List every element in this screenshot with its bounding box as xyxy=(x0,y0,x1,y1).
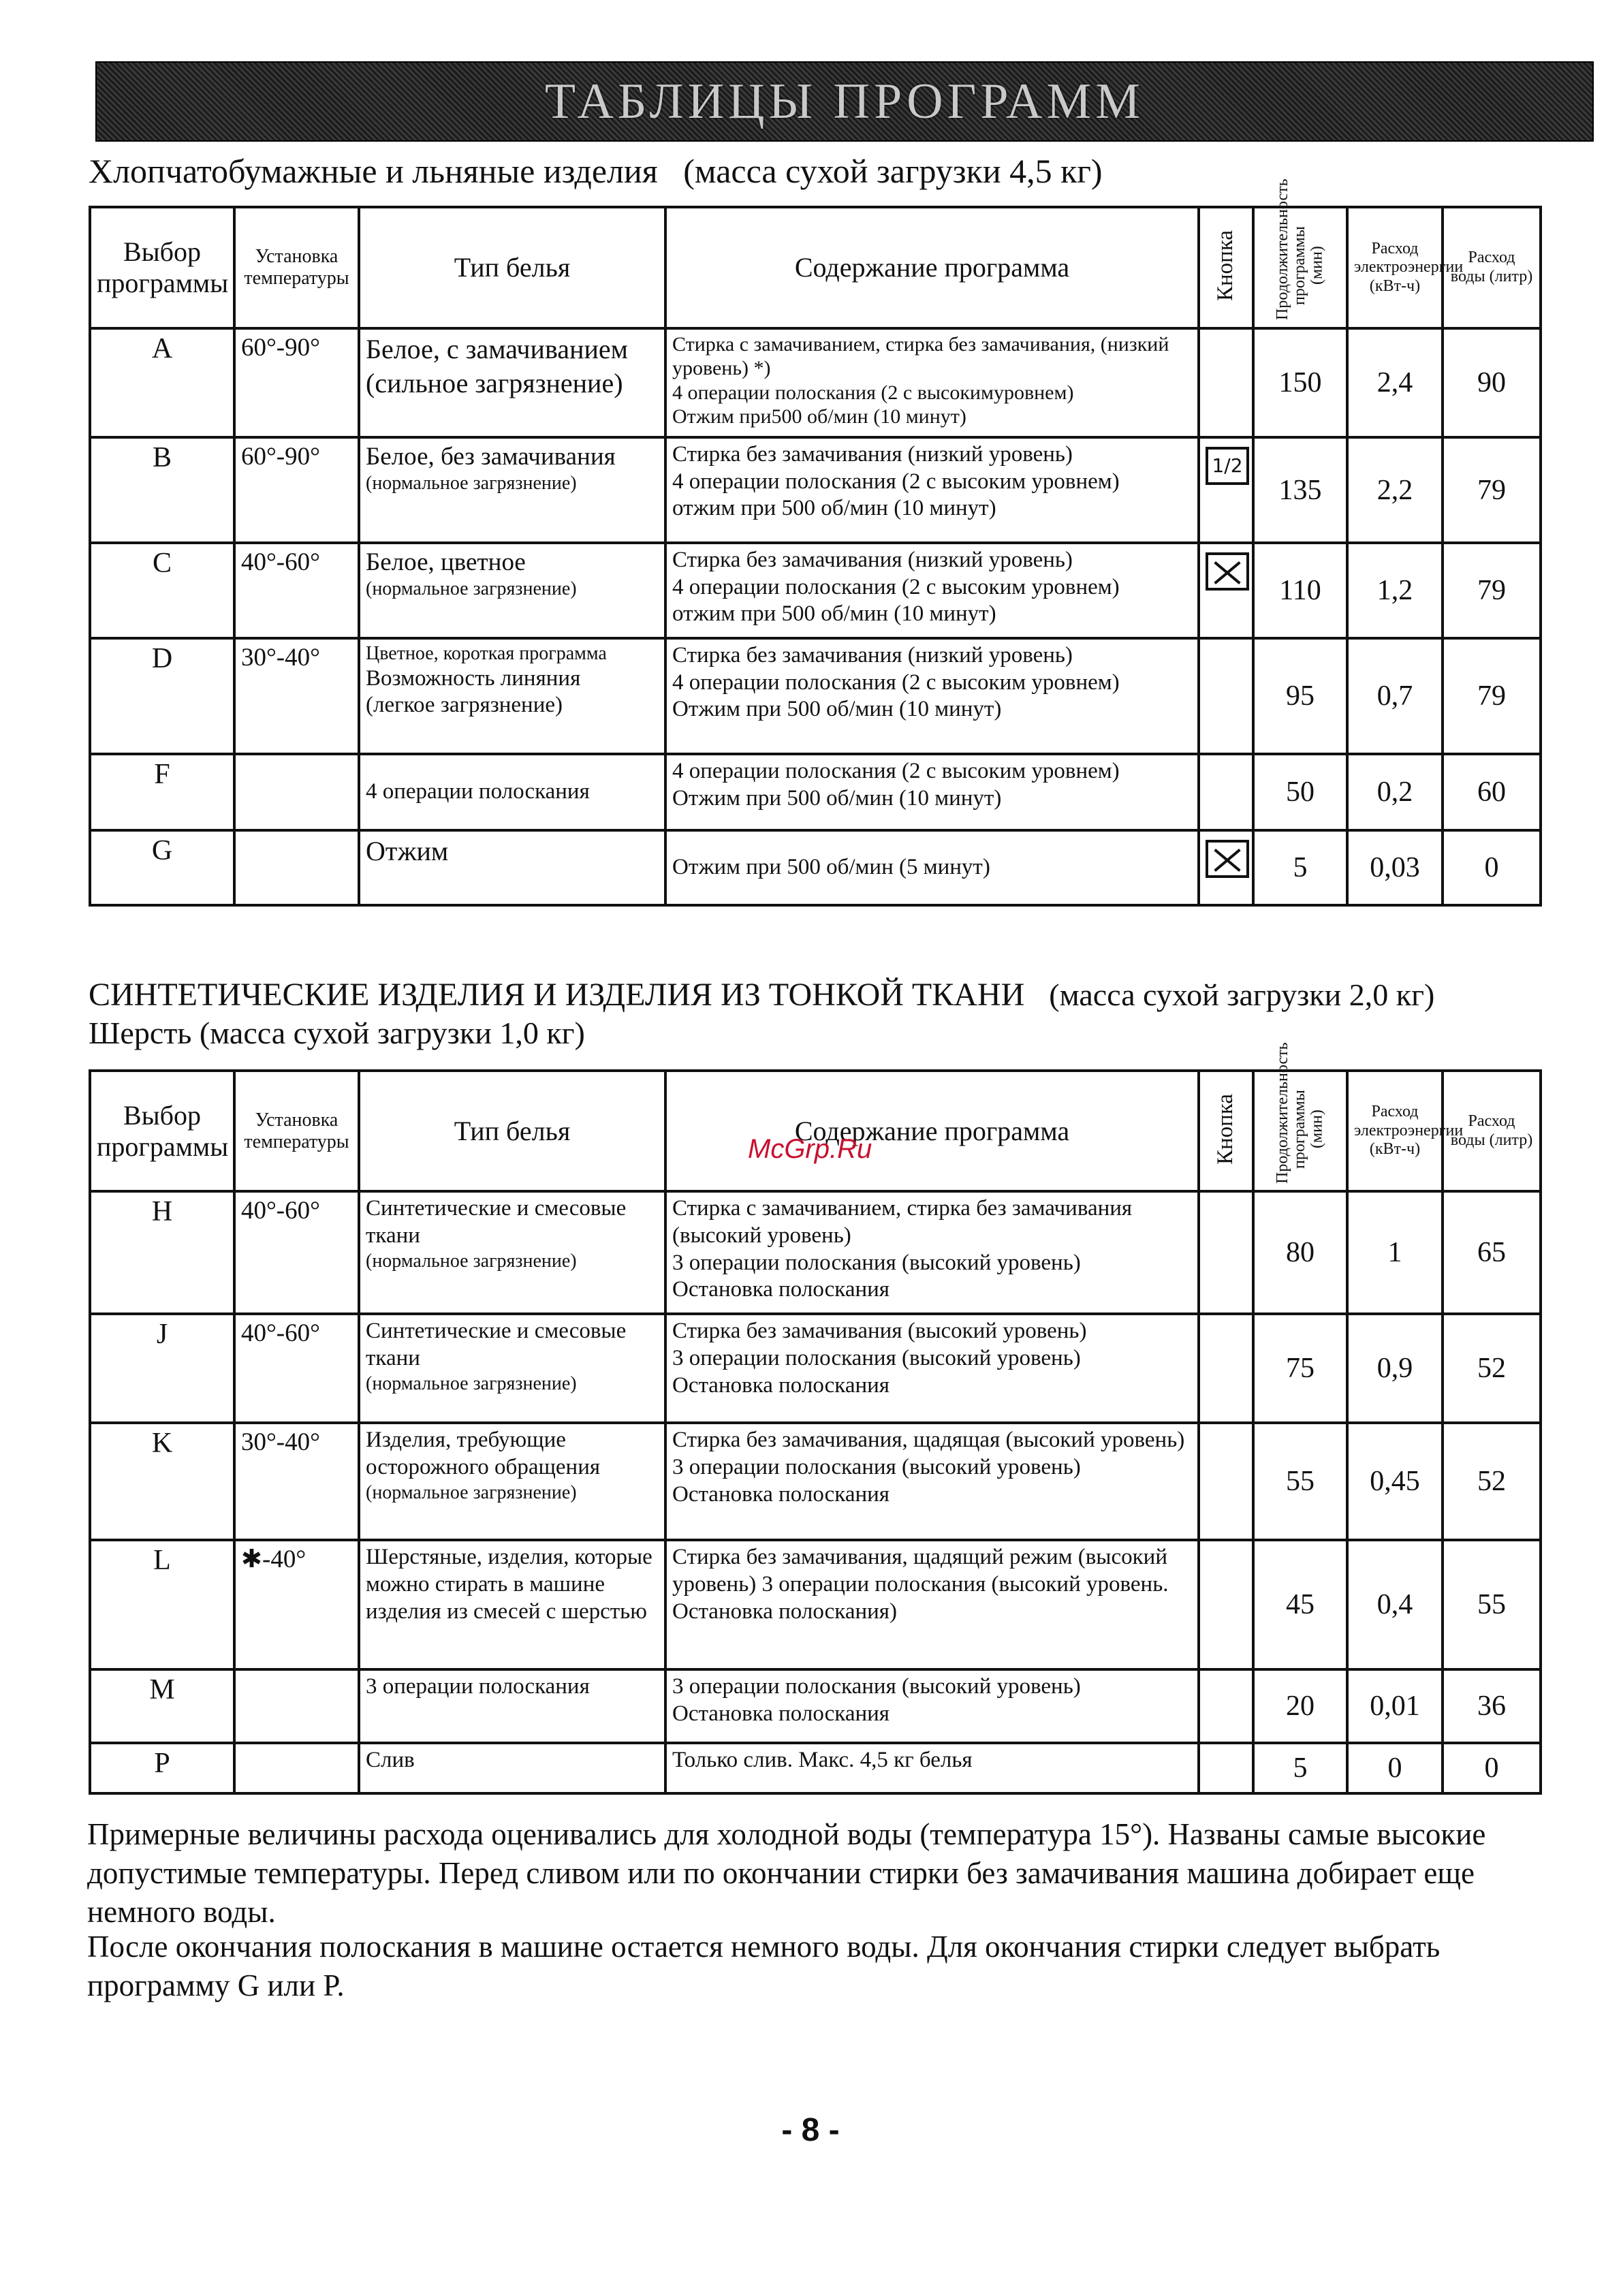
water-value: 0 xyxy=(1443,1743,1541,1793)
duration-value: 95 xyxy=(1253,638,1347,754)
temperature-value: 40°-60° xyxy=(234,1314,359,1423)
table-row xyxy=(90,638,1541,754)
program-content: Стирка без замачивания (низкий уровень) 4 операции полоскания (2 с высоким уровнем) отжим при 500 об/мин (10 минут) xyxy=(665,437,1199,543)
duration-value: 80 xyxy=(1253,1191,1347,1314)
half-load-icon: 1/2 xyxy=(1206,447,1249,485)
header-duration: Продолжительность программы (мин) xyxy=(1253,207,1347,328)
water-value: 79 xyxy=(1443,437,1541,543)
program-content: Стирка с замачиванием, стирка без замачивания (высокий уровень) 3 операции полоскания (высокий уровень) Остановка полоскания xyxy=(665,1191,1199,1314)
duration-value: 75 xyxy=(1253,1314,1347,1423)
header-program: Выбор программы xyxy=(90,1071,234,1191)
water-value: 52 xyxy=(1443,1423,1541,1540)
table-header-row xyxy=(90,207,1541,328)
note-paragraph-2: После окончания полоскания в машине остается немного воды. Для окончания стирки следует выбрать программу G или P. xyxy=(87,1930,1441,2003)
table-row xyxy=(90,1743,1541,1793)
laundry-type: 4 операции полоскания xyxy=(359,754,665,830)
program-content: Стирка без замачивания (низкий уровень) 4 операции полоскания (2 с высоким уровнем) Отжим при 500 об/мин (10 минут) xyxy=(665,638,1199,754)
program-letter: P xyxy=(90,1743,234,1793)
temperature-value: ✱-40° xyxy=(234,1540,359,1669)
temperature-value xyxy=(234,754,359,830)
duration-value: 135 xyxy=(1253,437,1347,543)
duration-value: 45 xyxy=(1253,1540,1347,1669)
water-value: 36 xyxy=(1443,1669,1541,1743)
laundry-type: Цветное, короткая программа Возможность линяния (легкое загрязнение) xyxy=(359,638,665,754)
header-laundry: Тип белья xyxy=(359,1071,665,1191)
program-content: Стирка без замачивания, щадящий режим (высокий уровень) 3 операции полоскания (высокий уровень. Остановка полоскания) xyxy=(665,1540,1199,1669)
table-row xyxy=(90,754,1541,830)
program-letter: D xyxy=(90,638,234,754)
button-cell xyxy=(1199,1191,1253,1314)
program-letter: K xyxy=(90,1423,234,1540)
section1-subtitle: (масса сухой загрузки 4,5 кг) xyxy=(683,152,1103,190)
table-row xyxy=(90,328,1541,437)
program-content: 3 операции полоскания (высокий уровень) Остановка полоскания xyxy=(665,1669,1199,1743)
table-row xyxy=(90,437,1541,543)
energy-value: 0,01 xyxy=(1347,1669,1443,1743)
energy-value: 2,4 xyxy=(1347,328,1443,437)
temperature-value: 40°-60° xyxy=(234,1191,359,1314)
header-duration: Продолжительность программы (мин) xyxy=(1253,1071,1347,1191)
section2-heading xyxy=(89,976,1434,1013)
button-cell xyxy=(1199,1314,1253,1423)
water-value: 79 xyxy=(1443,543,1541,638)
water-value: 52 xyxy=(1443,1314,1541,1423)
header-energy: Расход электроэнергии (кВт-ч) xyxy=(1347,207,1443,328)
button-cell xyxy=(1199,638,1253,754)
header-content: Содержание программа xyxy=(665,1071,1199,1191)
energy-value: 1 xyxy=(1347,1191,1443,1314)
energy-value: 0,03 xyxy=(1347,830,1443,905)
button-cell xyxy=(1199,754,1253,830)
no-spin-icon xyxy=(1206,840,1249,878)
button-cell xyxy=(1199,543,1253,638)
program-letter: A xyxy=(90,328,234,437)
table-row xyxy=(90,543,1541,638)
program-letter: G xyxy=(90,830,234,905)
energy-value: 0,45 xyxy=(1347,1423,1443,1540)
laundry-type: Синтетические и смесовые ткани (нормальное загрязнение) xyxy=(359,1191,665,1314)
program-content: Стирка без замачивания, щадящая (высокий уровень) 3 операции полоскания (высокий уровень) Остановка полоскания xyxy=(665,1423,1199,1540)
section2-wool-heading: Шерсть (масса сухой загрузки 1,0 кг) xyxy=(89,1016,585,1050)
section1-heading xyxy=(89,151,1103,191)
temperature-value: 30°-40° xyxy=(234,638,359,754)
program-content: 4 операции полоскания (2 с высоким уровнем) Отжим при 500 об/мин (10 минут) xyxy=(665,754,1199,830)
laundry-type: 3 операции полоскания xyxy=(359,1669,665,1743)
water-value: 0 xyxy=(1443,830,1541,905)
program-letter: F xyxy=(90,754,234,830)
program-letter: C xyxy=(90,543,234,638)
button-cell xyxy=(1199,1743,1253,1793)
temperature-value: 40°-60° xyxy=(234,543,359,638)
program-letter: M xyxy=(90,1669,234,1743)
header-button: Кнопка xyxy=(1199,1071,1253,1191)
section1-title: Хлопчатобумажные и льняные изделия xyxy=(89,152,658,190)
header-water: Расход воды (литр) xyxy=(1443,1071,1541,1191)
laundry-type: Белое, цветное (нормальное загрязнение) xyxy=(359,543,665,638)
water-value: 65 xyxy=(1443,1191,1541,1314)
table-header-row xyxy=(90,1071,1541,1191)
laundry-type: Слив xyxy=(359,1743,665,1793)
header-temperature: Установка температуры xyxy=(234,207,359,328)
duration-value: 150 xyxy=(1253,328,1347,437)
laundry-type: Синтетические и смесовые ткани (нормальное загрязнение) xyxy=(359,1314,665,1423)
header-button: Кнопка xyxy=(1199,207,1253,328)
program-content: Стирка без замачивания (высокий уровень) 3 операции полоскания (высокий уровень) Остановка полоскания xyxy=(665,1314,1199,1423)
no-prewash-icon xyxy=(1206,552,1249,591)
section2-title: СИНТЕТИЧЕСКИЕ ИЗДЕЛИЯ И ИЗДЕЛИЯ ИЗ ТОНКОЙ ТКАНИ xyxy=(89,977,1025,1013)
program-letter: B xyxy=(90,437,234,543)
water-value: 55 xyxy=(1443,1540,1541,1669)
header-water: Расход воды (литр) xyxy=(1443,207,1541,328)
table-row xyxy=(90,1669,1541,1743)
program-letter: J xyxy=(90,1314,234,1423)
program-content: Стирка с замачиванием, стирка без замачивания, (низкий уровень) *) 4 операции полоскания (2 с высокимуровнем) Отжим при500 об/мин (10 минут) xyxy=(665,328,1199,437)
laundry-type: Шерстяные, изделия, которые можно стирать в машине изделия из смесей с шерстью xyxy=(359,1540,665,1669)
temperature-value xyxy=(234,830,359,905)
cotton-program-table xyxy=(89,178,1542,907)
table-row xyxy=(90,1423,1541,1540)
header-energy: Расход электроэнергии (кВт-ч) xyxy=(1347,1071,1443,1191)
temperature-value: 60°-90° xyxy=(234,437,359,543)
program-letter: L xyxy=(90,1540,234,1669)
duration-value: 55 xyxy=(1253,1423,1347,1540)
energy-value: 0,9 xyxy=(1347,1314,1443,1423)
header-banner xyxy=(95,61,1594,142)
program-content: Только слив. Макс. 4,5 кг белья xyxy=(665,1743,1199,1793)
duration-value: 50 xyxy=(1253,754,1347,830)
water-value: 79 xyxy=(1443,638,1541,754)
laundry-type: Белое, без замачивания (нормальное загрязнение) xyxy=(359,437,665,543)
button-cell xyxy=(1199,328,1253,437)
page-number: - 8 - xyxy=(781,2112,840,2148)
program-content: Стирка без замачивания (низкий уровень) 4 операции полоскания (2 с высоким уровнем) отжим при 500 об/мин (10 минут) xyxy=(665,543,1199,638)
synthetic-program-table xyxy=(89,1042,1542,1795)
temperature-value: 60°-90° xyxy=(234,328,359,437)
energy-value: 0,4 xyxy=(1347,1540,1443,1669)
program-letter: H xyxy=(90,1191,234,1314)
water-value: 60 xyxy=(1443,754,1541,830)
program-content: Отжим при 500 об/мин (5 минут) xyxy=(665,830,1199,905)
duration-value: 20 xyxy=(1253,1669,1347,1743)
duration-value: 5 xyxy=(1253,830,1347,905)
water-value: 90 xyxy=(1443,328,1541,437)
watermark-text: McGrp.Ru xyxy=(748,1134,872,1164)
button-cell xyxy=(1199,1423,1253,1540)
temperature-value xyxy=(234,1669,359,1743)
header-laundry: Тип белья xyxy=(359,207,665,328)
header-content: Содержание программа xyxy=(665,207,1199,328)
banner-title: ТАБЛИЦЫ ПРОГРАММ xyxy=(544,73,1145,129)
table-row xyxy=(90,1314,1541,1423)
header-program: Выбор программы xyxy=(90,207,234,328)
temperature-value xyxy=(234,1743,359,1793)
table-row xyxy=(90,1540,1541,1669)
energy-value: 0,2 xyxy=(1347,754,1443,830)
temperature-value: 30°-40° xyxy=(234,1423,359,1540)
duration-value: 110 xyxy=(1253,543,1347,638)
laundry-type: Белое, с замачиванием (сильное загрязнение) xyxy=(359,328,665,437)
energy-value: 0 xyxy=(1347,1743,1443,1793)
laundry-type: Изделия, требующие осторожного обращения (нормальное загрязнение) xyxy=(359,1423,665,1540)
header-temperature: Установка температуры xyxy=(234,1071,359,1191)
button-cell xyxy=(1199,1540,1253,1669)
section2-subtitle: (масса сухой загрузки 2,0 кг) xyxy=(1049,977,1435,1012)
energy-value: 0,7 xyxy=(1347,638,1443,754)
button-cell xyxy=(1199,1669,1253,1743)
laundry-type: Отжим xyxy=(359,830,665,905)
button-cell xyxy=(1199,830,1253,905)
button-cell xyxy=(1199,437,1253,543)
duration-value: 5 xyxy=(1253,1743,1347,1793)
energy-value: 1,2 xyxy=(1347,543,1443,638)
note-paragraph-1: Примерные величины расхода оценивались для холодной воды (температура 15°). Названы самые высокие допустимые температуры. Перед сливом или по окончании стирки без замачивания машина добирает еще немного воды. xyxy=(87,1817,1486,1930)
table-row xyxy=(90,830,1541,905)
energy-value: 2,2 xyxy=(1347,437,1443,543)
table-row xyxy=(90,1191,1541,1314)
